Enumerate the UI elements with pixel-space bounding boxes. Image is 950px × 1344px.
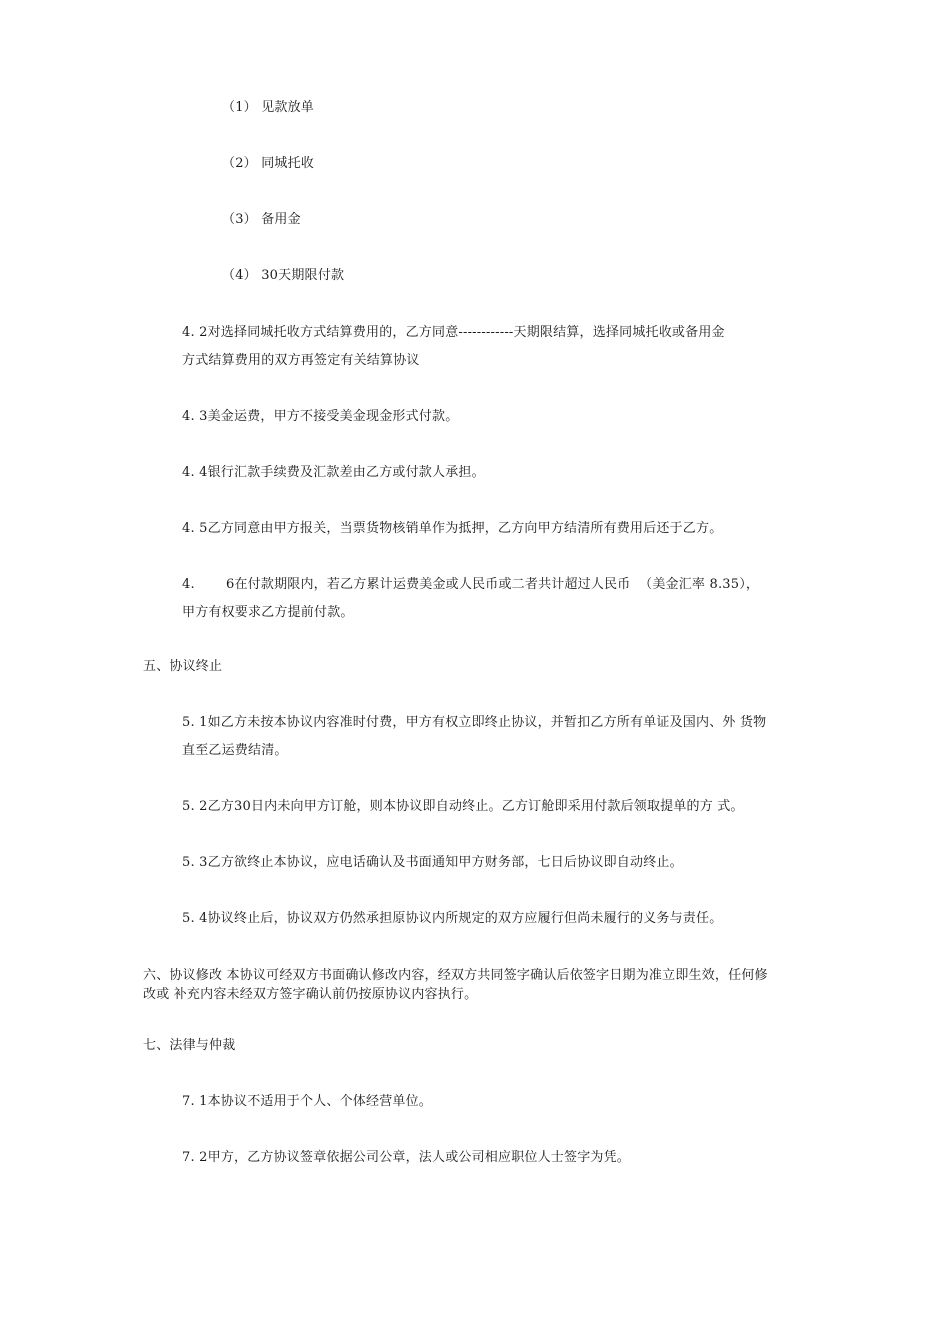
clause-5-2: 5. 2乙方30日内未向甲方订舱，则本协议即自动终止。乙方订舱即采用付款后领取提单的方 式。 <box>182 799 744 814</box>
clause-4-6-line-1: 6在付款期限内，若乙方累计运费美金或人民币或二者共计超过人民币 （美金汇率 8.35）， <box>226 577 760 592</box>
payment-option-2: （2） 同城托收 <box>222 156 315 171</box>
clause-4-5: 4. 5乙方同意由甲方报关，当票货物核销单作为抵押，乙方向甲方结清所有费用后还于乙方。 <box>182 521 723 536</box>
clause-5-1-line-2: 直至乙运费结清。 <box>182 743 288 758</box>
clause-4-6-number: 4. <box>182 577 195 592</box>
section-7-heading: 七、法律与仲裁 <box>143 1038 236 1053</box>
clause-5-1-line-1: 5. 1如乙方未按本协议内容准时付费，甲方有权立即终止协议，并暂扣乙方所有单证及国内、外 货物 <box>182 715 767 730</box>
payment-option-1: （1） 见款放单 <box>222 100 315 115</box>
clause-5-4: 5. 4协议终止后，协议双方仍然承担原协议内所规定的双方应履行但尚未履行的义务与责任。 <box>182 911 723 926</box>
payment-option-4: （4） 30天期限付款 <box>222 268 345 283</box>
clause-4-3: 4. 3美金运费，甲方不接受美金现金形式付款。 <box>182 409 459 424</box>
clause-7-2: 7. 2甲方，乙方协议签章依据公司公章，法人或公司相应职位人士签字为凭。 <box>182 1150 631 1165</box>
section-5-heading: 五、协议终止 <box>143 659 223 674</box>
clause-7-1: 7. 1本协议不适用于个人、个体经营单位。 <box>182 1094 433 1109</box>
clause-5-3: 5. 3乙方欲终止本协议，应电话确认及书面通知甲方财务部，七日后协议即自动终止。 <box>182 855 683 870</box>
clause-4-4: 4. 4银行汇款手续费及汇款差由乙方或付款人承担。 <box>182 465 485 480</box>
payment-option-3: （3） 备用金 <box>222 212 301 227</box>
section-6-line-2: 改或 补充内容未经双方签字确认前仍按原协议内容执行。 <box>143 987 478 1002</box>
clause-4-2-line-1: 4. 2对选择同城托收方式结算费用的，乙方同意------------天期限结算，选择同城托收或备用金 <box>182 325 725 340</box>
clause-4-6-line-2: 甲方有权要求乙方提前付款。 <box>182 605 354 620</box>
clause-4-2-line-2: 方式结算费用的双方再签定有关结算协议 <box>182 353 420 368</box>
section-6-line-1: 六、协议修改 本协议可经双方书面确认修改内容，经双方共同签字确认后依签字日期为准立即生效，任何修 <box>143 968 768 983</box>
